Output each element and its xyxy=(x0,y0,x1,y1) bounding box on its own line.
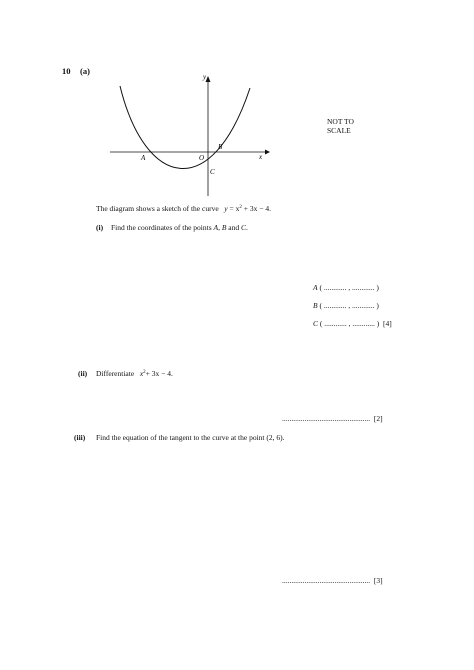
stem-eq-exp: 2 xyxy=(239,205,242,210)
part-i-marks: [4] xyxy=(383,319,392,328)
origin-label: O xyxy=(199,154,205,162)
part-i-text: Find the coordinates of the points xyxy=(111,223,214,232)
answer-line-b[interactable] xyxy=(313,301,379,310)
x-axis-arrow xyxy=(265,150,270,155)
part-ii-expr-exp: 2 xyxy=(143,370,146,375)
question-part: (a) xyxy=(80,66,90,76)
not-to-scale-note xyxy=(327,117,354,135)
part-ii-blank: ............................................... xyxy=(282,414,371,423)
point-c-label: C xyxy=(210,168,215,176)
stem-sentence xyxy=(96,204,271,213)
part-ii-expr-x: x xyxy=(139,369,144,378)
part-ii-expr-rest: + 3x − 4. xyxy=(145,369,173,378)
answer-c-point: C xyxy=(313,319,319,328)
answer-line-a[interactable] xyxy=(313,283,379,292)
part-iii-blank: ............................................... xyxy=(282,576,371,585)
part-i-question xyxy=(111,223,248,232)
x-axis-label: x xyxy=(259,153,263,161)
part-i-end: . xyxy=(246,223,248,232)
part-iii-question: Find the equation of the tangent to the curve at the point (2, 6). xyxy=(96,433,285,442)
part-i-sep1: , xyxy=(218,223,222,232)
part-iii-marks: [3] xyxy=(373,576,383,585)
part-i-point-a: A xyxy=(213,223,219,232)
part-ii-marks: [2] xyxy=(373,414,383,423)
stem-eq-a: = x xyxy=(229,204,240,213)
part-i-label: (i) xyxy=(96,223,104,232)
not-to-scale-line-2: SCALE xyxy=(327,126,351,135)
answer-a-point: A xyxy=(313,283,318,292)
answer-c-blank: ( ............ , ............ ) xyxy=(318,319,380,328)
stem-text: The diagram shows a sketch of the curve xyxy=(96,204,219,213)
answer-b-point: B xyxy=(313,301,318,310)
answer-a-blank: ( ............ , ............ ) xyxy=(317,283,379,292)
y-axis-label: y xyxy=(203,73,207,81)
y-axis-arrow xyxy=(206,76,211,82)
part-ii-question xyxy=(96,369,173,378)
stem-eq-y: y xyxy=(224,204,228,213)
parabola-curve xyxy=(120,86,250,168)
part-i-point-c: C xyxy=(241,223,247,232)
not-to-scale-line-1: NOT TO xyxy=(327,117,354,126)
part-i-sep2: and xyxy=(226,223,242,232)
part-iii-label: (iii) xyxy=(74,433,86,442)
answer-line-c[interactable] xyxy=(313,319,392,328)
stem-eq-b: + 3x − 4. xyxy=(243,204,271,213)
curve-diagram xyxy=(100,68,280,198)
part-ii-label: (ii) xyxy=(78,369,88,378)
part-ii-answer-line[interactable] xyxy=(282,414,383,423)
part-i-point-b: B xyxy=(221,223,227,232)
part-ii-text: Differentiate xyxy=(96,369,135,378)
part-iii-answer-line[interactable] xyxy=(282,576,383,585)
answer-b-blank: ( ............ , ............ ) xyxy=(317,301,379,310)
point-a-label: A xyxy=(141,154,146,162)
point-b-label: B xyxy=(218,143,223,151)
question-number: 10 xyxy=(62,66,71,76)
